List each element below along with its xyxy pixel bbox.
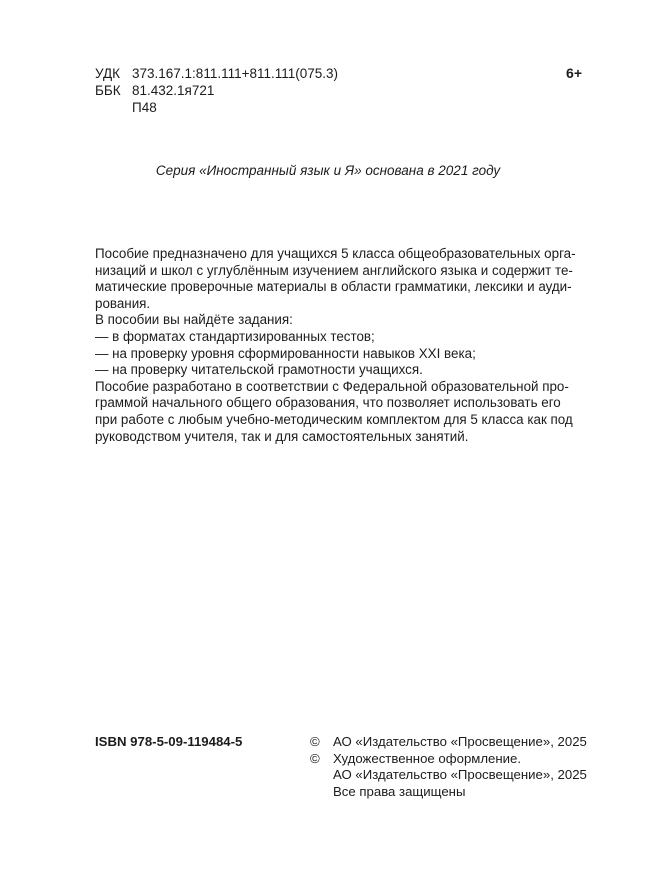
- copyright-block: [310, 734, 587, 800]
- annotation-line: руководством учителя, так и для самостоятельных занятий.: [95, 428, 469, 444]
- copyright-line: АО «Издательство «Просвещение», 2025: [333, 734, 587, 749]
- publisher-code: П48: [132, 100, 157, 115]
- annotation-paragraph: [95, 246, 576, 445]
- age-rating-badge: 6+: [566, 65, 582, 81]
- bibliographic-block: [95, 65, 338, 116]
- annotation-line: — на проверку читательской грамотности учащихся.: [95, 362, 423, 378]
- bbk-label: ББК: [95, 83, 121, 98]
- publisher-code-line: [95, 99, 338, 116]
- copyright-symbol-spacer: [310, 784, 333, 801]
- copyright-symbol-spacer: [310, 767, 333, 784]
- annotation-line: Пособие предназначено для учащихся 5 класса общеобразовательных орга-: [95, 246, 576, 261]
- annotation-line: Пособие разработано в соответствии с Федеральной образовательной про-: [95, 378, 569, 394]
- annotation-line: матические проверочные материалы в области грамматики, лексики и ауди-: [95, 279, 572, 295]
- annotation-line: В пособии вы найдёте задания:: [95, 312, 293, 328]
- copyright-line: Художественное оформление.: [333, 750, 522, 766]
- copyright-line: Все права защищены: [333, 783, 466, 799]
- udk-line: [95, 65, 338, 82]
- copyright-symbol: ©: [310, 734, 320, 749]
- bbk-value: 81.432.1я721: [132, 83, 215, 98]
- udk-label: УДК: [95, 66, 120, 81]
- annotation-line: граммой начального общего образования, что позволяет использовать его: [95, 395, 561, 411]
- publisher-code-spacer: [95, 99, 132, 116]
- annotation-line: при работе с любым учебно-методическим комплектом для 5 класса как под: [95, 411, 573, 427]
- annotation-line: — в форматах стандартизированных тестов;: [95, 328, 375, 344]
- series-note: Серия «Иностранный язык и Я» основана в 2021 году: [155, 163, 501, 178]
- annotation-line: рования.: [95, 295, 151, 311]
- copyright-symbol: ©: [310, 750, 320, 766]
- annotation-line: низаций и школ с углублённым изучением английского языка и содержит те-: [95, 262, 573, 278]
- udk-value: 373.167.1:811.111+811.111(075.3): [132, 66, 339, 81]
- isbn: ISBN 978-5-09-119484-5: [95, 734, 243, 749]
- annotation-line: — на проверку уровня сформированности навыков XXI века;: [95, 345, 476, 361]
- bbk-line: [95, 82, 338, 99]
- copyright-line: АО «Издательство «Просвещение», 2025: [333, 767, 587, 783]
